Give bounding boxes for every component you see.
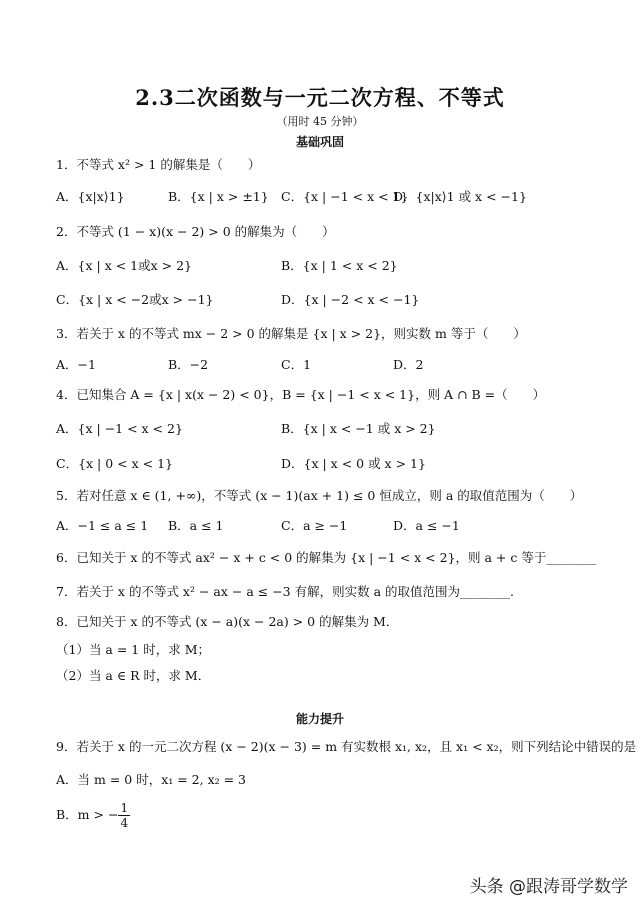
question-5-option-b: B．a ≤ 1 — [168, 518, 224, 533]
watermark: 头条 @跟涛哥学数学 — [470, 872, 628, 897]
question-4-option-c: C．{x | 0 < x < 1} — [56, 456, 173, 471]
question-5-option-d: D．a ≤ −1 — [393, 518, 460, 533]
question-3-option-b: B．−2 — [168, 357, 209, 372]
question-2-option-d: D．{x | −2 < x < −1} — [281, 292, 420, 307]
question-2-stem: 2．不等式 (1 − x)(x − 2) > 0 的解集为（ ） — [56, 224, 335, 239]
question-3-option-c: C．1 — [281, 357, 312, 372]
question-9-stem: 9．若关于 x 的一元二次方程 (x − 2)(x − 3) = m 有实数根 x₁, x₂，且 x₁ < x₂，则下列结论中错误的是 — [56, 739, 637, 754]
question-2-option-c: C．{x | x < −2或x > −1} — [56, 292, 214, 307]
question-3-option-a: A．−1 — [56, 357, 96, 372]
question-9-option-b-prefix: B．m > − — [56, 807, 119, 822]
question-1-option-b: B．{x | x > ±1} — [168, 189, 269, 204]
question-1-option-d: D．{x|x⟩1 或 x < −1} — [393, 189, 527, 204]
question-3-option-d: D．2 — [393, 357, 424, 372]
page-title: 2.3二次函数与一元二次方程、不等式 — [135, 85, 505, 110]
question-9-option-b — [56, 801, 130, 830]
fraction-denominator: 4 — [120, 816, 129, 830]
time-note: （用时 45 分钟） — [276, 115, 364, 128]
question-8-part-2: （2）当 a ∈ R 时，求 M． — [56, 668, 211, 683]
section-heading-basic: 基础巩固 — [295, 135, 344, 149]
question-1-stem: 1．不等式 x² > 1 的解集是（ ） — [56, 157, 261, 172]
fraction-numerator: 1 — [120, 801, 129, 815]
question-8-stem: 8．已知关于 x 的不等式 (x − a)(x − 2a) > 0 的解集为 M． — [56, 614, 399, 629]
question-6-stem: 6．已知关于 x 的不等式 ax² − x + c < 0 的解集为 {x | −1 < x < 2}，则 a + c 等于________ — [56, 550, 597, 565]
question-7-stem: 7．若关于 x 的不等式 x² − ax − a ≤ −3 有解，则实数 a 的取值范围为________. — [56, 584, 514, 599]
question-8-part-1: （1）当 a = 1 时，求 M； — [56, 642, 210, 657]
question-1-option-c: C．{x | −1 < x < 1} — [281, 189, 409, 204]
question-2-option-a: A．{x | x < 1或x > 2} — [56, 258, 192, 273]
question-4-stem: 4．已知集合 A = {x | x(x − 2) < 0}，B = {x | −1 < x < 1}，则 A ∩ B =（ ） — [56, 387, 546, 402]
question-1-option-a: A．{x|x⟩1} — [56, 189, 125, 204]
question-5-option-a: A．−1 ≤ a ≤ 1 — [56, 518, 149, 533]
fraction — [118, 801, 130, 830]
question-5-option-c: C．a ≥ −1 — [281, 518, 348, 533]
question-4-option-b: B．{x | x < −1 或 x > 2} — [281, 421, 436, 436]
question-4-option-a: A．{x | −1 < x < 2} — [56, 421, 183, 436]
question-2-option-b: B．{x | 1 < x < 2} — [281, 258, 398, 273]
question-4-option-d: D．{x | x < 0 或 x > 1} — [281, 456, 426, 471]
question-5-stem: 5．若对任意 x ∈ (1, +∞)，不等式 (x − 1)(ax + 1) ≤ 0 恒成立，则 a 的取值范围为（ ） — [56, 488, 583, 503]
question-3-stem: 3．若关于 x 的不等式 mx − 2 > 0 的解集是 {x | x > 2}，则实数 m 等于（ ） — [56, 326, 526, 341]
question-9-option-a: A．当 m = 0 时，x₁ = 2, x₂ = 3 — [56, 772, 247, 787]
section-heading-advanced: 能力提升 — [295, 712, 344, 726]
